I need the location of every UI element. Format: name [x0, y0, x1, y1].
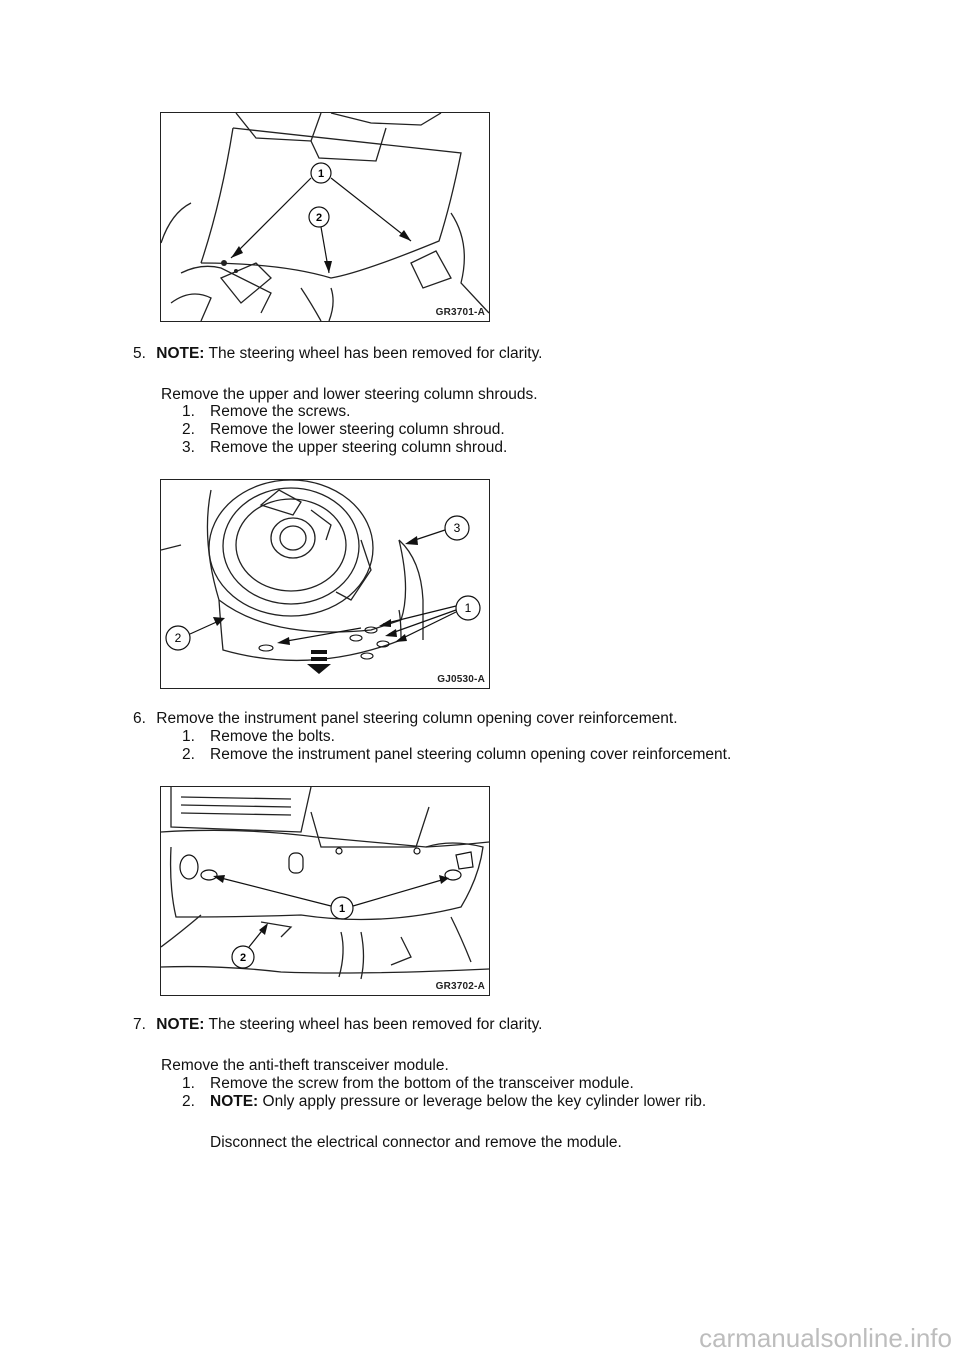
substep: 1. Remove the screws.	[182, 403, 351, 420]
note-label: NOTE:	[156, 345, 205, 362]
step-instruction: Remove the anti-theft transceiver module.	[161, 1057, 449, 1074]
step-number: 5.	[133, 345, 146, 362]
figure-code: GJ0530-A	[437, 674, 485, 685]
callout-1: 1	[317, 168, 325, 180]
step-number: 6.	[133, 710, 146, 727]
note-text: The steering wheel has been removed for clarity.	[204, 345, 543, 362]
callout-2: 2	[174, 631, 182, 645]
figure-code: GR3702-A	[435, 981, 485, 992]
substep: 2. NOTE: Only apply pressure or leverage below the key cylinder lower rib.	[182, 1093, 707, 1110]
note-label: NOTE:	[156, 1016, 205, 1033]
step-instruction: Remove the instrument panel steering column opening cover reinforcement.	[156, 710, 678, 727]
note-text: The steering wheel has been removed for clarity.	[204, 1016, 543, 1033]
substep-instruction: Disconnect the electrical connector and remove the module.	[210, 1134, 622, 1151]
substep: 1. Remove the bolts.	[182, 728, 335, 745]
note-text: Only apply pressure or leverage below the key cylinder lower rib.	[258, 1093, 707, 1110]
step-number: 7.	[133, 1016, 146, 1033]
step-6	[133, 710, 678, 728]
callout-3: 3	[453, 521, 461, 535]
step-instruction: Remove the upper and lower steering column shrouds.	[161, 386, 538, 403]
opening-cover-reinforcement-illustration	[161, 787, 489, 995]
substep: 2. Remove the lower steering column shroud.	[182, 421, 505, 438]
watermark: carmanualsonline.info	[699, 1323, 952, 1353]
figure-gr3702	[160, 786, 490, 996]
callout-2: 2	[239, 952, 247, 964]
step-7	[133, 1016, 543, 1034]
callout-1: 1	[464, 601, 472, 615]
substep: 3. Remove the upper steering column shroud.	[182, 439, 508, 456]
figure-gj0530	[160, 479, 490, 689]
substep: 1. Remove the screw from the bottom of the transceiver module.	[182, 1075, 634, 1092]
callout-2: 2	[315, 212, 323, 224]
substep: 2. Remove the instrument panel steering column opening cover reinforcement.	[182, 746, 732, 763]
callout-1: 1	[338, 903, 346, 915]
figure-gr3701	[160, 112, 490, 322]
steering-column-lower-shroud-illustration	[161, 480, 489, 688]
figure-code: GR3701-A	[435, 307, 485, 318]
steering-column-shroud-illustration	[161, 113, 489, 321]
note-label: NOTE:	[210, 1093, 259, 1110]
step-5	[133, 345, 543, 363]
